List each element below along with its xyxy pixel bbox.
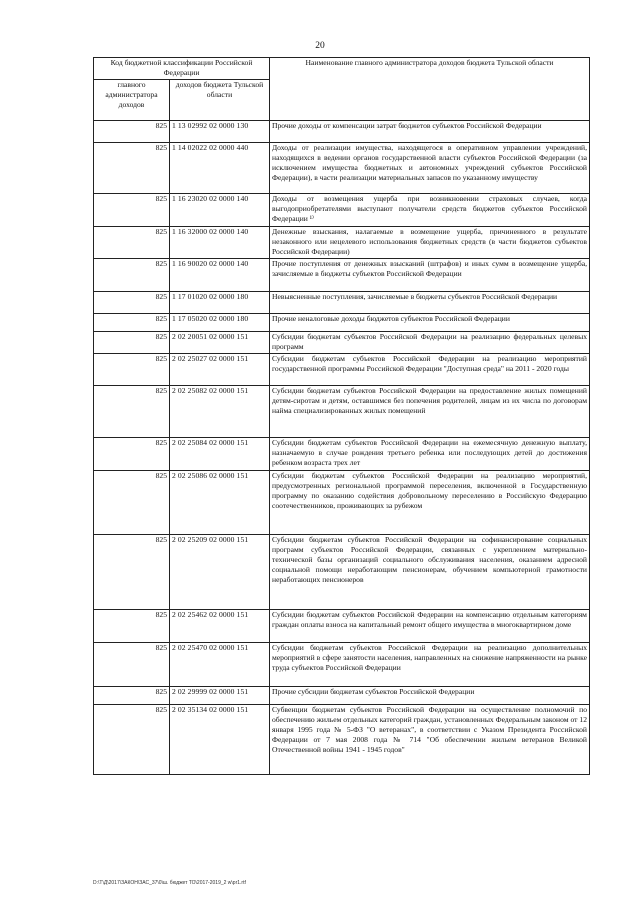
revenue-name-cell: Субсидии бюджетам субъектов Российской Федерации на софинансирование социальных программ субъектов Российской Федерации, связанных с укреплением материально-технической базы организаций социального обслуживания населения, оказанием адресной социальной помощи неработающим пенсионерам, обучением компьютерной грамотности неработающих пенсионеров — [270, 535, 590, 610]
revenue-code-cell: 1 16 32000 02 0000 140 — [170, 227, 270, 259]
table-row — [94, 292, 590, 314]
revenue-name-cell: Субсидии бюджетам субъектов Российской Федерации на предоставление жилых помещений детям-сиротам и детям, оставшимся без попечения родителей, лицам из их числа по договорам найма специализированных жилых помещений — [270, 386, 590, 438]
revenue-code-cell: 2 02 25209 02 0000 151 — [170, 535, 270, 610]
table-row — [94, 143, 590, 194]
revenue-name-cell: Невыясненные поступления, зачисляемые в бюджеты субъектов Российской Федерации — [270, 292, 590, 314]
page-number: 20 — [315, 41, 325, 51]
revenue-code-cell: 2 02 25086 02 0000 151 — [170, 471, 270, 535]
file-path-footer: D:\T\Д\2017\ЗАКОН\ЗАС_37\0\ш. бюджет ТО\2017-2019_2 w\pr1.rtf — [93, 880, 246, 886]
revenue-name-cell: Субсидии бюджетам субъектов Российской Федерации на реализацию мероприятий, предусмотренных региональной программой переселения, включенной в Государственную программу по оказанию содействия добровольному переселению в Российскую Федерацию соотечественников, проживающих за рубежом — [270, 471, 590, 535]
admin-code-cell: 825 — [94, 438, 170, 471]
name-column-header: Наименование главного администратора доходов бюджета Тульской области — [270, 58, 590, 121]
revenue-name-cell: Субсидии бюджетам субъектов Российской Федерации на реализацию федеральных целевых программ — [270, 332, 590, 354]
revenue-code-cell: 2 02 25084 02 0000 151 — [170, 438, 270, 471]
revenue-code-cell: 2 02 25027 02 0000 151 — [170, 354, 270, 386]
revenue-name-cell: Прочие доходы от компенсации затрат бюджетов субъектов Российской Федерации — [270, 121, 590, 143]
admin-code-cell: 825 — [94, 643, 170, 687]
revenue-name-cell: Доходы от возмещения ущерба при возникновении страховых случаев, когда выгодоприобретателями выступают получатели средств бюджетов субъектов Российской Федерации ¹⁾ — [270, 194, 590, 227]
table-row — [94, 354, 590, 386]
table-row — [94, 705, 590, 775]
admin-code-cell: 825 — [94, 535, 170, 610]
revenue-code-cell: 2 02 20051 02 0000 151 — [170, 332, 270, 354]
header-row-top — [94, 58, 590, 80]
admin-code-cell: 825 — [94, 354, 170, 386]
table-row — [94, 535, 590, 610]
admin-code-cell: 825 — [94, 143, 170, 194]
table-row — [94, 643, 590, 687]
table-body — [94, 121, 590, 775]
revenue-name-cell: Доходы от реализации имущества, находящегося в оперативном управлении учреждений, находящихся в ведении органов государственной власти субъектов Российской Федерации (за исключением имущества бюджетных и автономных учреждений субъектов Российской Федерации), в части реализации материальных запасов по указанному имуществу — [270, 143, 590, 194]
admin-code-cell: 825 — [94, 194, 170, 227]
table-row — [94, 471, 590, 535]
revenue-code-cell: 2 02 25470 02 0000 151 — [170, 643, 270, 687]
revenue-code-cell: 2 02 25462 02 0000 151 — [170, 610, 270, 643]
revenue-name-cell: Прочие неналоговые доходы бюджетов субъектов Российской Федерации — [270, 314, 590, 332]
admin-code-cell: 825 — [94, 314, 170, 332]
revenue-code-cell: 2 02 35134 02 0000 151 — [170, 705, 270, 775]
admin-code-cell: 825 — [94, 610, 170, 643]
revenue-name-cell: Прочие субсидии бюджетам субъектов Российской Федерации — [270, 687, 590, 705]
admin-code-cell: 825 — [94, 259, 170, 292]
table-row — [94, 121, 590, 143]
revenue-code-cell: 1 13 02992 02 0000 130 — [170, 121, 270, 143]
revenue-name-cell: Субсидии бюджетам субъектов Российской Федерации на ежемесячную денежную выплату, назначаемую в случае рождения третьего ребенка или последующих детей до достижения ребенком возраста трех лет — [270, 438, 590, 471]
revenue-name-cell: Субсидии бюджетам субъектов Российской Федерации на реализацию дополнительных мероприятий в сфере занятости населения, направленных на снижение напряженности на рынке труда субъектов Российской Федерации — [270, 643, 590, 687]
table-row — [94, 259, 590, 292]
revenue-name-cell: Денежные взыскания, налагаемые в возмещение ущерба, причиненного в результате незаконного или нецелевого использования бюджетных средств (в части бюджетов субъектов Российской Федерации) — [270, 227, 590, 259]
admin-code-cell: 825 — [94, 292, 170, 314]
admin-code-cell: 825 — [94, 121, 170, 143]
admin-code-cell: 825 — [94, 386, 170, 438]
admin-code-cell: 825 — [94, 705, 170, 775]
table-row — [94, 687, 590, 705]
revenue-name-cell: Прочие поступления от денежных взысканий (штрафов) и иных сумм в возмещение ущерба, зачисляемые в бюджеты субъектов Российской Федерации — [270, 259, 590, 292]
revenue-code-cell: 1 16 90020 02 0000 140 — [170, 259, 270, 292]
revenue-classification-table — [93, 57, 590, 775]
admin-column-header: главного администратора доходов — [94, 80, 170, 121]
revenue-name-cell: Субсидии бюджетам субъектов Российской Федерации на реализацию мероприятий государственной программы Российской Федерации "Доступная среда" на 2011 - 2020 годы — [270, 354, 590, 386]
table-row — [94, 332, 590, 354]
revenue-name-cell: Субвенции бюджетам субъектов Российской Федерации на осуществление полномочий по обеспечению жильем отдельных категорий граждан, установленных Федеральным законом от 12 января 1995 года № 5-ФЗ "О ветеранах", в соответствии с Указом Президента Российской Федерации от 7 мая 2008 года № 714 "Об обеспечении жильем ветеранов Великой Отечественной войны 1941 - 1945 годов" — [270, 705, 590, 775]
table-row — [94, 314, 590, 332]
table-row — [94, 194, 590, 227]
table-row — [94, 227, 590, 259]
table-row — [94, 438, 590, 471]
revenue-name-cell: Субсидии бюджетам субъектов Российской Федерации на компенсацию отдельным категориям граждан оплаты взноса на капитальный ремонт общего имущества в многоквартирном доме — [270, 610, 590, 643]
revenue-code-cell: 2 02 29999 02 0000 151 — [170, 687, 270, 705]
revenue-code-cell: 2 02 25082 02 0000 151 — [170, 386, 270, 438]
admin-code-cell: 825 — [94, 227, 170, 259]
revenue-code-cell: 1 17 05020 02 0000 180 — [170, 314, 270, 332]
revenue-column-header: доходов бюджета Тульской области — [170, 80, 270, 121]
revenue-code-cell: 1 14 02022 02 0000 440 — [170, 143, 270, 194]
table-row — [94, 610, 590, 643]
code-group-header: Код бюджетной классификации Российской Федерации — [94, 58, 270, 80]
admin-code-cell: 825 — [94, 687, 170, 705]
revenue-code-cell: 1 17 01020 02 0000 180 — [170, 292, 270, 314]
admin-code-cell: 825 — [94, 332, 170, 354]
revenue-code-cell: 1 16 23020 02 0000 140 — [170, 194, 270, 227]
admin-code-cell: 825 — [94, 471, 170, 535]
table-row — [94, 386, 590, 438]
